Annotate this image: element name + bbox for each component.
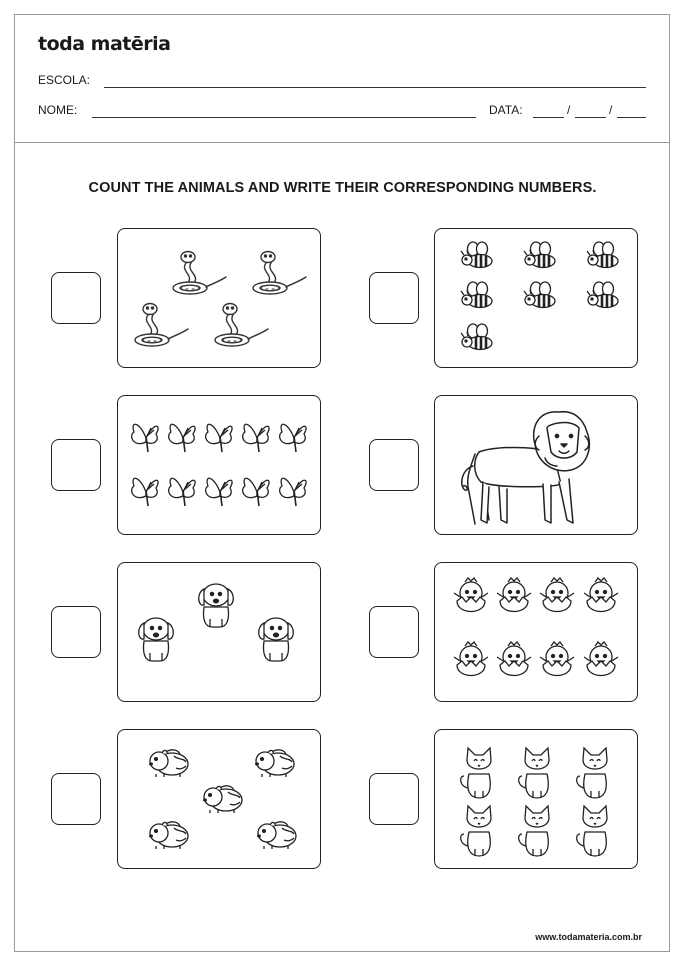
guinea-pig-icon bbox=[150, 822, 188, 849]
cat-icon bbox=[519, 806, 549, 856]
cat-icon bbox=[577, 748, 607, 798]
chick-icon bbox=[497, 578, 531, 612]
name-field[interactable] bbox=[92, 117, 476, 118]
answer-box-bees[interactable] bbox=[369, 272, 419, 324]
bee-icon bbox=[587, 242, 618, 268]
date-month-field[interactable] bbox=[575, 117, 606, 118]
animal-panel-puppies bbox=[117, 562, 321, 702]
school-label: ESCOLA: bbox=[38, 73, 91, 87]
answer-box-snakes[interactable] bbox=[51, 272, 101, 324]
puppy-icon bbox=[199, 584, 234, 627]
answer-box-lion[interactable] bbox=[369, 439, 419, 491]
cat-icon bbox=[461, 748, 491, 798]
snake-icon bbox=[215, 304, 268, 347]
animal-panel-cats bbox=[434, 729, 638, 869]
puppy-icon bbox=[259, 618, 294, 661]
date-day-field[interactable] bbox=[533, 117, 564, 118]
bee-icon bbox=[524, 282, 555, 308]
chick-icon bbox=[454, 578, 488, 612]
date-separator: / bbox=[609, 103, 613, 117]
snake-icon bbox=[173, 252, 226, 295]
snake-icon bbox=[135, 304, 188, 347]
chick-icon bbox=[540, 578, 574, 612]
animal-panel-guinea-pigs bbox=[117, 729, 321, 869]
school-field[interactable] bbox=[104, 87, 646, 88]
bee-icon bbox=[461, 324, 492, 350]
guinea-pig-icon bbox=[256, 750, 294, 777]
footer-website: www.todamateria.com.br bbox=[535, 932, 642, 942]
answer-box-butterflies[interactable] bbox=[51, 439, 101, 491]
cat-icon bbox=[461, 806, 491, 856]
chick-icon bbox=[454, 642, 488, 676]
chick-icon bbox=[584, 642, 618, 676]
bee-icon bbox=[524, 242, 555, 268]
butterfly-icon bbox=[169, 478, 195, 506]
header-divider bbox=[14, 142, 670, 143]
date-year-field[interactable] bbox=[617, 117, 646, 118]
animal-panel-chicks bbox=[434, 562, 638, 702]
animal-panel-lion bbox=[434, 395, 638, 535]
chick-icon bbox=[497, 642, 531, 676]
guinea-pig-icon bbox=[204, 786, 242, 813]
answer-box-cats[interactable] bbox=[369, 773, 419, 825]
animal-panel-butterflies bbox=[117, 395, 321, 535]
cat-icon bbox=[519, 748, 549, 798]
guinea-pig-icon bbox=[258, 822, 296, 849]
animal-panel-snakes bbox=[117, 228, 321, 368]
butterfly-icon bbox=[132, 478, 158, 506]
butterfly-icon bbox=[169, 424, 195, 452]
bee-icon bbox=[587, 282, 618, 308]
guinea-pig-icon bbox=[150, 750, 188, 777]
brand-logo: toda matēria bbox=[38, 33, 171, 55]
answer-box-chicks[interactable] bbox=[369, 606, 419, 658]
name-label: NOME: bbox=[38, 103, 78, 117]
date-separator: / bbox=[567, 103, 571, 117]
bee-icon bbox=[461, 242, 492, 268]
bee-icon bbox=[461, 282, 492, 308]
chick-icon bbox=[584, 578, 618, 612]
date-label: DATA: bbox=[489, 103, 523, 117]
instructions-title: COUNT THE ANIMALS AND WRITE THEIR CORRESPONDING NUMBERS. bbox=[88, 180, 597, 196]
butterfly-icon bbox=[132, 424, 158, 452]
butterfly-icon bbox=[243, 424, 269, 452]
animal-panel-bees bbox=[434, 228, 638, 368]
lion-icon bbox=[462, 412, 590, 524]
answer-box-puppies[interactable] bbox=[51, 606, 101, 658]
butterfly-icon bbox=[243, 478, 269, 506]
butterfly-icon bbox=[206, 478, 232, 506]
answer-box-guinea-pigs[interactable] bbox=[51, 773, 101, 825]
chick-icon bbox=[540, 642, 574, 676]
butterfly-icon bbox=[280, 424, 306, 452]
butterfly-icon bbox=[280, 478, 306, 506]
butterfly-icon bbox=[206, 424, 232, 452]
cat-icon bbox=[577, 806, 607, 856]
snake-icon bbox=[253, 252, 306, 295]
puppy-icon bbox=[139, 618, 174, 661]
